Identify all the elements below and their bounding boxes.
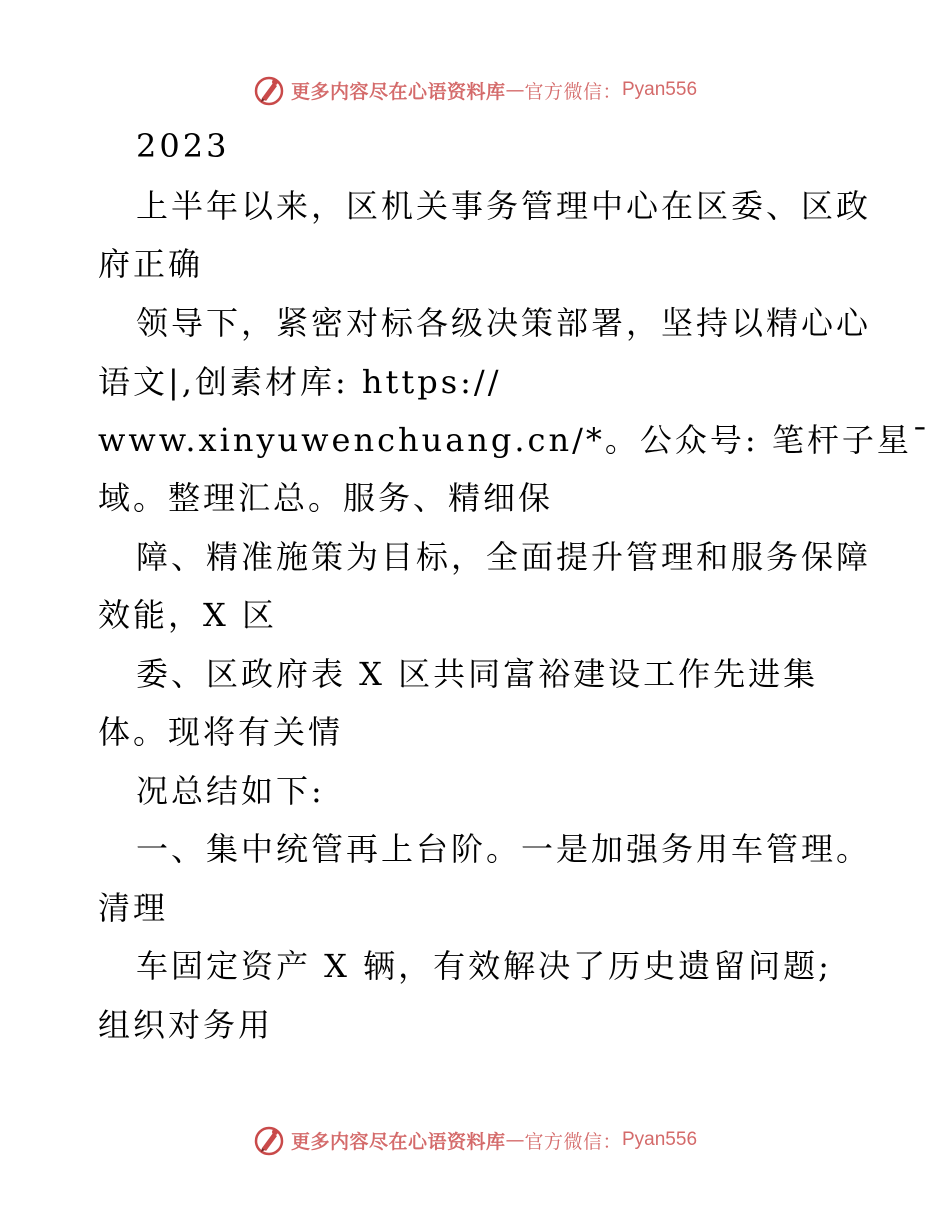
body-line: 委、区政府表 X 区共同富裕建设工作先进集 [136, 655, 819, 693]
body-line: 况总结如下: [136, 772, 325, 810]
pen-logo-icon [253, 74, 285, 106]
body-line: 域。整理汇总。服务、精细保 [98, 479, 554, 517]
header-banner [0, 70, 950, 110]
body-line: 一、集中统管再上台阶。一是加强务用车管理。 [136, 830, 872, 868]
banner-contact-id: Pyan556 [622, 1129, 698, 1150]
body-line: 语文|,创素材库: https:// [98, 363, 502, 401]
banner-contact-id: Pyan556 [622, 79, 698, 100]
body-line: 障、精准施策为目标，全面提升管理和服务保障 [136, 538, 872, 576]
body-line: 效能，X 区 [98, 596, 277, 634]
body-line: 清理 [98, 889, 169, 927]
banner-separator: — [505, 79, 525, 101]
body-line: 领导下，紧密对标各级决策部署，坚持以精心心 [136, 304, 872, 342]
body-line: 车固定资产 X 辆，有效解决了历史遗留问题; [136, 947, 832, 985]
banner-title: 更多内容尽在心语资料库 [290, 1130, 506, 1153]
banner-separator: — [505, 1129, 525, 1151]
body-line: 上半年以来，区机关事务管理中心在区委、区政 [136, 187, 872, 225]
body-line: 2023 [136, 127, 230, 165]
body-line: 府正确 [98, 245, 204, 283]
pen-logo-icon [253, 1124, 285, 1156]
footer-banner [0, 1120, 950, 1160]
body-line: www.xinyuwenchuang.cn/*。公众号: 笔杆子星¯ [98, 421, 931, 459]
body-line: 体。现将有关情 [98, 713, 344, 751]
banner-title: 更多内容尽在心语资料库 [290, 80, 506, 103]
body-line: 组织对务用 [98, 1006, 274, 1044]
banner-contact-label: 官方微信： [524, 1130, 622, 1153]
banner-contact-label: 官方微信： [524, 80, 622, 103]
